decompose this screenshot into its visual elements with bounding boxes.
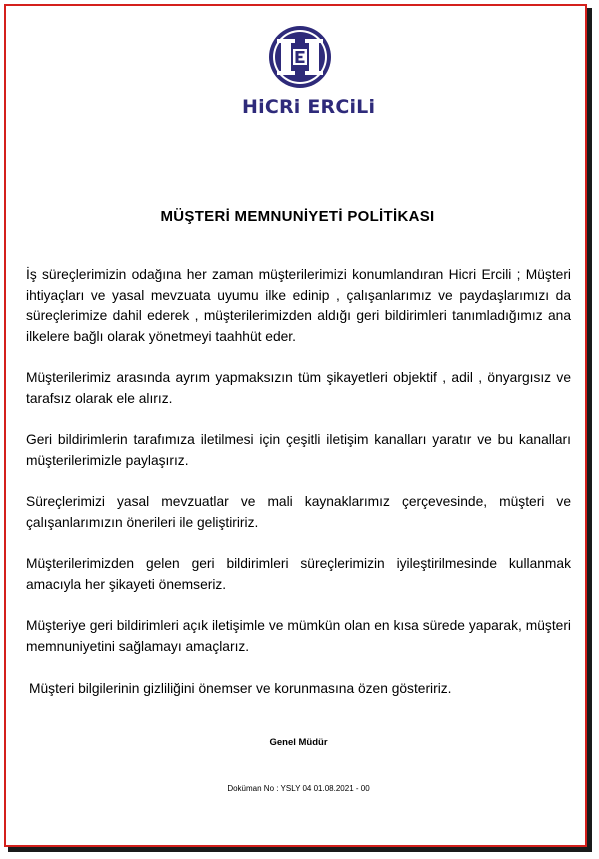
document-frame: [4, 4, 587, 847]
document-title: MÜŞTERİ MEMNUNİYETİ POLİTİKASI: [160, 208, 435, 225]
policy-paragraph-6: Müşteriye geri bildirimleri açık iletişimle ve mümkün olan en kısa sürede yaparak, müşteri memnuniyetini sağlamayı amaçlarız.: [26, 618, 571, 654]
page-shadow-bottom: [8, 847, 592, 852]
signatory: Genel Müdür: [269, 737, 328, 748]
page-shadow-right: [587, 8, 592, 852]
policy-paragraph-1: İş süreçlerimizin odağına her zaman müşterilerimizi konumlandıran Hicri Ercili ; Müşteri ihtiyaçları ve yasal mevzuata uyumu ilke edinip , çalışanlarımız ve paydaşlarımızı da süreçlerimize dahil ederek , müşterilerimizden aldığı geri bildirimleri tanımladığımız ana ilkelere bağlı olarak yönetmeyi taahhüt eder.: [26, 267, 571, 344]
policy-paragraph-5: Müşterilerimizden gelen geri bildirimleri süreçlerimizin iyileştirilmesinde kullanmak amacıyla her şikayeti önemseriz.: [26, 556, 571, 592]
policy-paragraph-3: Geri bildirimlerin tarafımıza iletilmesi için çeşitli iletişim kanalları yaratır ve bu kanalları müşterilerimizle paylaşırız.: [26, 432, 571, 468]
document-number: Doküman No : YSLY 04 01.08.2021 - 00: [227, 784, 370, 793]
policy-paragraph-2: Müşterilerimiz arasında ayrım yapmaksızın tüm şikayetleri objektif , adil , önyargısız ve tarafsız olarak ele alırız.: [26, 370, 571, 406]
company-logo-emblem: [242, 24, 358, 94]
policy-paragraph-7: Müşteri bilgilerinin gizliliğini önemser ve korunmasına özen gösteririz.: [29, 681, 452, 696]
company-logo: [242, 24, 376, 120]
policy-paragraph-4: Süreçlerimizi yasal mevzuatlar ve mali kaynaklarımız çerçevesinde, müşteri ve çalışanlarımızın önerileri ile geliştiririz.: [26, 494, 571, 530]
company-logo-text: HiCRi ERCiLi: [242, 96, 376, 118]
